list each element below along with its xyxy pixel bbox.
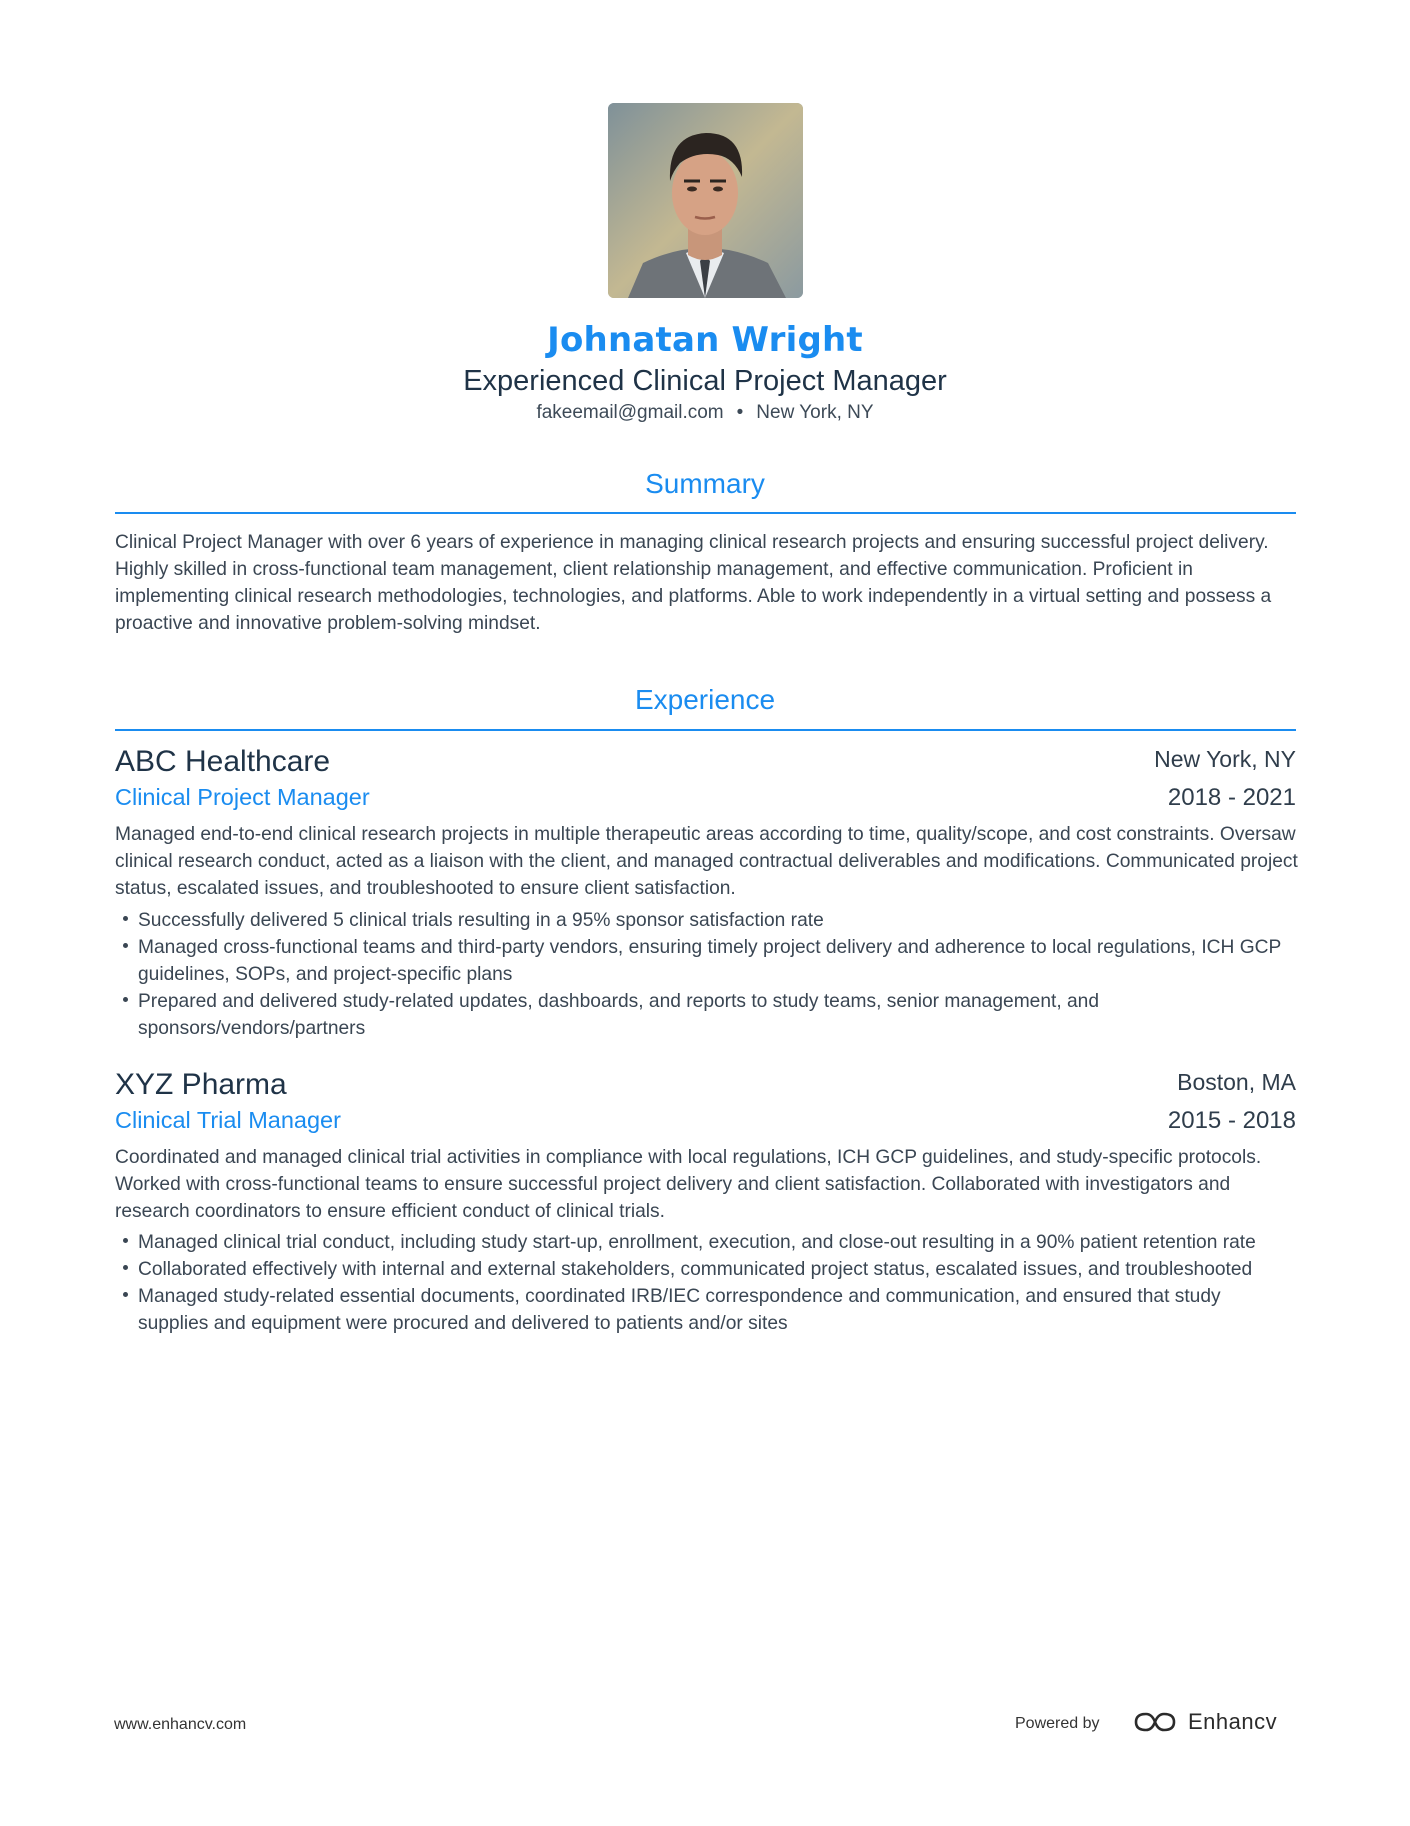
summary-divider xyxy=(115,512,1296,514)
list-item: Managed clinical trial conduct, including study start-up, enrollment, execution, and close-out resulting in a 90% patient retention rate xyxy=(115,1229,1295,1256)
job-description: Managed end-to-end clinical research projects in multiple therapeutic areas according to time, quality/scope, and cost constraints. Oversaw clinical research conduct, acted as a liaison with the client, and managed contractual deliverables and modifications. Communicated project status, escalated issues, and troubleshooted to ensure client satisfaction. xyxy=(115,824,1298,899)
job-location: Boston, MA xyxy=(1177,1069,1296,1095)
job-role: Clinical Project Manager xyxy=(115,784,370,810)
list-item: Prepared and delivered study-related updates, dashboards, and reports to study teams, senior management, and sponsors/vendors/partners xyxy=(115,988,1295,1042)
summary-text: Clinical Project Manager with over 6 years of experience in managing clinical research projects and ensuring successful project delivery. Highly skilled in cross-functional team management, client relationship management, and effective communication. Proficient in implementing clinical research methodologies, technologies, and platforms. Able to work independently in a virtual setting and possess a proactive and innovative problem-solving mindset. xyxy=(115,532,1272,634)
job-role: Clinical Trial Manager xyxy=(115,1107,341,1133)
separator-dot: • xyxy=(736,402,744,423)
email-text: fakeemail@gmail.com xyxy=(536,402,724,423)
job-dates: 2015 - 2018 xyxy=(1167,1107,1296,1134)
list-item: Successfully delivered 5 clinical trials resulting in a 95% sponsor satisfaction rate xyxy=(115,907,1295,934)
experience-heading: Experience xyxy=(634,684,776,715)
brand-name: Enhancv xyxy=(1188,1709,1278,1734)
job-dates: 2018 - 2021 xyxy=(1167,784,1296,811)
candidate-headline: Experienced Clinical Project Manager xyxy=(463,365,947,397)
footer-website-link[interactable]: www.enhancv.com xyxy=(114,1716,247,1733)
contact-line xyxy=(0,402,1410,424)
list-item: Collaborated effectively with internal and external stakeholders, communicated project status, escalated issues, and troubleshooted xyxy=(115,1256,1295,1283)
job-achievements xyxy=(115,907,1295,1042)
candidate-name: Johnatan Wright xyxy=(547,320,863,360)
list-item: Managed cross-functional teams and third-party vendors, ensuring timely project delivery and adherence to local regulations, ICH GCP guidelines, SOPs, and project-specific plans xyxy=(115,934,1295,988)
job-company: XYZ Pharma xyxy=(115,1068,287,1101)
profile-photo xyxy=(608,103,803,298)
job-description: Coordinated and managed clinical trial activities in compliance with local regulations, ICH GCP guidelines, and study-specific protocols. Worked with cross-functional teams to ensure successful project delivery and client satisfaction. Collaborated with investigators and research coordinators to ensure efficient conduct of clinical trials. xyxy=(115,1147,1262,1222)
powered-by-label: Powered by xyxy=(1015,1715,1100,1732)
job-company: ABC Healthcare xyxy=(115,745,331,778)
job-location: New York, NY xyxy=(1154,746,1296,772)
job-achievements xyxy=(115,1229,1295,1337)
location-text: New York, NY xyxy=(756,402,874,423)
list-item: Managed study-related essential documents, coordinated IRB/IEC correspondence and communication, and ensured that study supplies and equipment were procured and delivered to patients and/or sites xyxy=(115,1283,1295,1337)
summary-heading: Summary xyxy=(645,468,765,499)
experience-divider xyxy=(115,729,1296,731)
portrait-image xyxy=(608,103,803,298)
enhancv-logo-icon xyxy=(1132,1710,1178,1734)
brand-logo[interactable] xyxy=(1132,1707,1277,1737)
